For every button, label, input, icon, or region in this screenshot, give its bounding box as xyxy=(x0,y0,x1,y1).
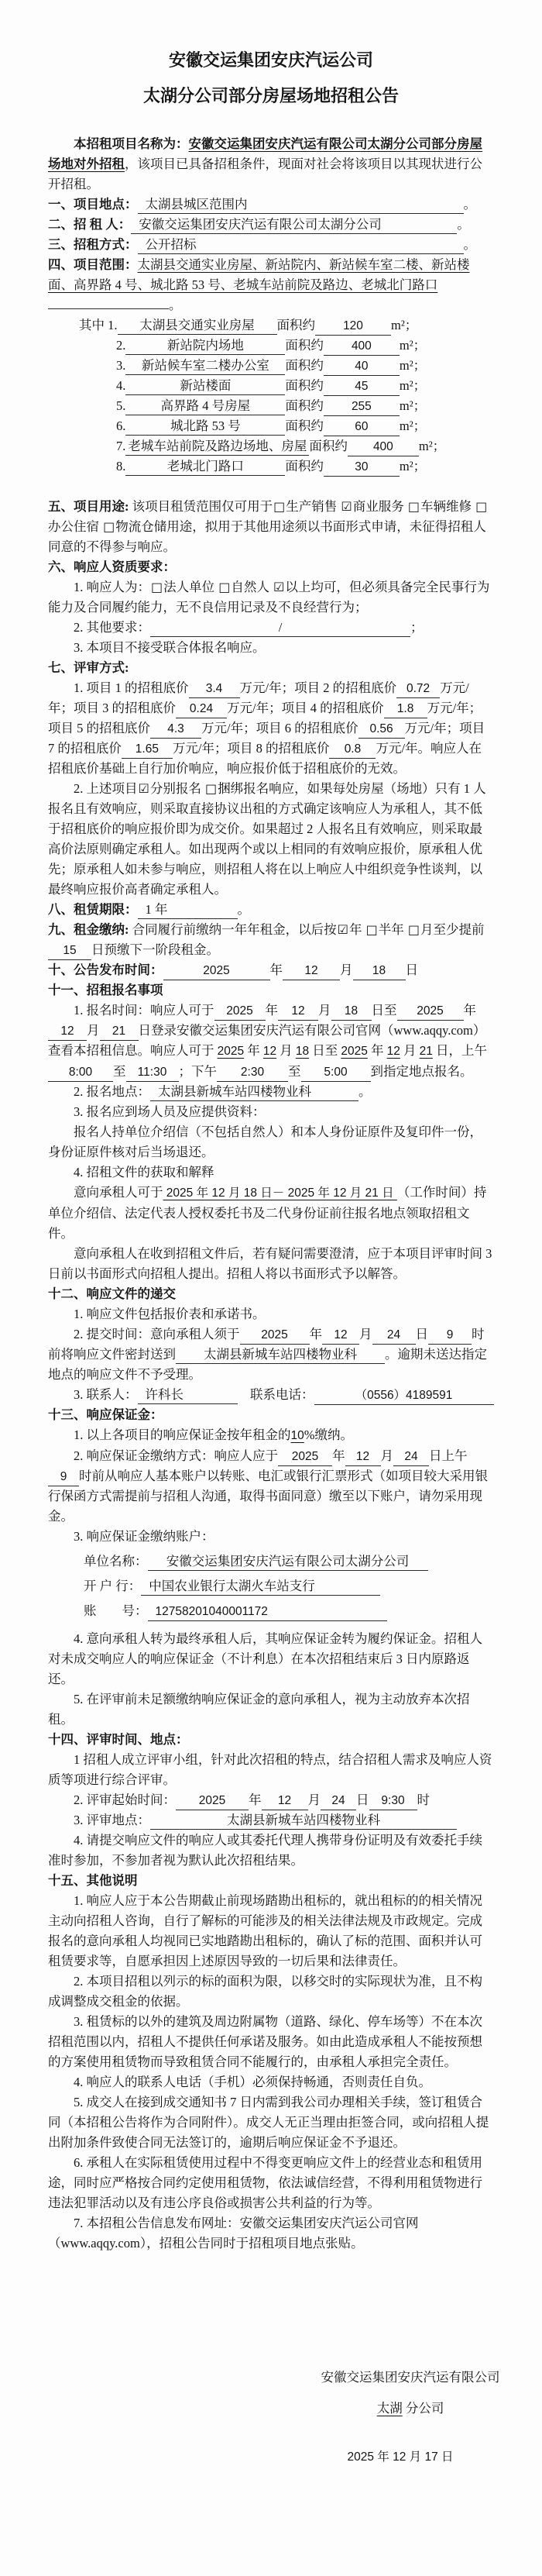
text-run: 1. 响应人应于本公告期截止前现场踏勘出租标的，就出租标的的相关情况主动向招租人咨询，自行了解标的可能涉及的相关法律法规及市政规定。完成报名的意向承租人均视同已实地踏勘出租标的，确认了标的范围、面积并认可租赁要求等，自愿承担因上述原因导致的一切后果和法律责任。 xyxy=(48,1893,482,1968)
text-run: 八、租赁期限： xyxy=(48,902,138,917)
text-run: 报名人持单位介绍信（不包括自然人）和本人身份证原件及复印件一份，身份证原件核对后当场退还。 xyxy=(48,1124,482,1159)
text-run: 月 xyxy=(307,1793,321,1807)
text-run: 3. xyxy=(116,358,126,373)
field-value: 15 xyxy=(48,942,91,960)
text-run: 七、评审方式: xyxy=(48,660,129,675)
text-run: 年 xyxy=(348,922,365,937)
section-15-item-1 xyxy=(48,1891,494,1972)
text-run: 3. 租赁标的以外的建筑及周边附属物（道路、绿化、停车场等）不在本次招租范围以内，招租人不提供任何承诺及服务。如由此造成承租人不能按预想的方案使用租赁物而导致租赁合同不能履行的，由承租人承担完全责任。 xyxy=(48,2014,482,2069)
text-run: m²； xyxy=(399,358,427,373)
text-run: 。 xyxy=(169,298,182,312)
text-run: 一、项目地点： xyxy=(48,197,138,212)
text-run: m²； xyxy=(399,338,427,353)
field-value: 24 xyxy=(321,1792,356,1810)
text-run: 意向承租人在收到招租文件后，若有疑问需要澄清，应于本项目评审时间 3 日前以书面形式向招租人提出。招租人将以书面形式予以解答。 xyxy=(48,1246,492,1281)
deposit-account-name xyxy=(48,1551,494,1572)
field-value: 12 xyxy=(283,962,340,980)
text-run: 4. 招租文件的获取和解释 xyxy=(74,1165,214,1180)
field-value: 中国农业银行太湖火车站支行 xyxy=(141,1577,380,1596)
field-value: 400 xyxy=(348,438,419,456)
text-run: 分公司 xyxy=(402,2401,444,2416)
field-value: 2025 xyxy=(214,1002,266,1021)
section-15-item-3 xyxy=(48,2012,494,2072)
text-run: 万元/年；项目 8 的招租底价 xyxy=(172,741,330,756)
text-run: 六、响应人资质要求： xyxy=(48,560,176,574)
text-run: 2. xyxy=(116,338,126,353)
intro-paragraph xyxy=(48,134,494,195)
field-value: 24 xyxy=(372,1326,416,1345)
section-13-item-3 xyxy=(48,1527,494,1547)
field-value: 12758201040001172 xyxy=(148,1603,387,1621)
section-7-item-1 xyxy=(48,678,494,779)
field-value: 太湖县交通实业房屋、新站院内、新站候车室二楼、新站楼面、高界路 4 号、城北路 53 号、老城车站前院及路边、老城北门路口 xyxy=(48,257,470,292)
section-8-term xyxy=(48,900,494,920)
field-value: 太湖 xyxy=(376,2401,403,2416)
field-value: 太湖县新城车站四楼物业科 xyxy=(150,1811,457,1830)
field-value: 2025 xyxy=(341,1045,368,1058)
field-value xyxy=(48,308,169,309)
checkbox-unchecked-icon: □ xyxy=(407,499,420,514)
text-run: 太湖分公司部分房屋场地招租公告 xyxy=(142,86,399,105)
text-run: 分别报名 xyxy=(149,781,204,796)
text-run: 3. 响应保证金缴纳账户： xyxy=(74,1529,214,1544)
text-run: 1 招租人成立评审小组，针对此次招租的特点，结合招租人需求及响应人资质等项进行综合评审。 xyxy=(48,1752,492,1787)
text-run: 月 xyxy=(400,1043,420,1058)
section-9-rent xyxy=(48,920,494,960)
text-run: 8. xyxy=(116,459,126,474)
section-14-item-1 xyxy=(48,1750,494,1790)
section-11-item-1 xyxy=(48,1000,494,1082)
field-value: 400 xyxy=(324,337,400,356)
text-run: 万元/年；项目 5 的招租底价 xyxy=(48,701,482,735)
checkbox-unchecked-icon: □ xyxy=(407,922,420,937)
text-run: 开 户 行： xyxy=(84,1579,142,1593)
text-run: 月至少提前 xyxy=(420,922,485,937)
text-run: 日至 xyxy=(309,1043,341,1058)
text-run: 意向承租人可于 xyxy=(74,1185,163,1200)
checkbox-unchecked-icon: □ xyxy=(204,781,218,796)
text-run: 2. 本项目招租以列示的标的面积为限，以移交时的实际现状为准，且不构成调整成交租金的依据。 xyxy=(48,1974,482,2009)
text-run: %缴纳。 xyxy=(304,1427,353,1442)
field-value: 5:00 xyxy=(301,1063,371,1082)
text-run: 万元/年；项目 6 的招租底价 xyxy=(201,721,358,735)
text-run: 本招租项目名称为： xyxy=(74,136,189,151)
text-run: 车辆维修 xyxy=(420,499,475,514)
field-value: 太湖县新城车站四楼物业科 xyxy=(176,1345,385,1364)
text-run: 面积约 xyxy=(285,459,324,474)
text-run: 半年 xyxy=(378,922,407,937)
field-value: 2025 xyxy=(217,1045,245,1058)
text-run: 1. 报名时间：响应人可于 xyxy=(74,1003,214,1018)
text-run: 年 xyxy=(367,1043,387,1058)
text-run: 物流仓储用途，拟用于其他用途须以书面形式申请，未征得招租人同意的不得参与响应。 xyxy=(48,519,486,554)
field-value: 12 xyxy=(278,1002,318,1021)
section-6-heading xyxy=(48,557,494,577)
field-value: 9 xyxy=(428,1326,472,1345)
section-13-item-5 xyxy=(48,1689,494,1730)
section-11-item-2 xyxy=(48,1082,494,1102)
field-value: 18 xyxy=(295,1045,310,1058)
field-value: 太湖县交通实业房屋 xyxy=(118,316,277,335)
section-15-item-4 xyxy=(48,2072,494,2092)
text-run: 3. 联系人： xyxy=(74,1387,138,1402)
section-6-item-3 xyxy=(48,638,494,658)
text-run: 面积约 xyxy=(309,439,348,453)
text-run: 年 xyxy=(265,1003,278,1018)
field-value: 0.8 xyxy=(329,740,376,759)
text-run: 十、公告发布时间： xyxy=(48,963,163,977)
field-value: 0.56 xyxy=(358,720,405,739)
text-run: 至 xyxy=(113,1064,126,1079)
text-run: 自然人 xyxy=(231,580,273,594)
section-4-scope xyxy=(48,255,494,315)
area-list-item-6 xyxy=(48,416,494,436)
text-run: 年 xyxy=(309,1327,322,1341)
field-value: 2025 xyxy=(397,1002,464,1021)
text-run: 日上午 xyxy=(429,1448,468,1463)
text-run: 2025 年 12 月 17 日 xyxy=(347,2450,454,2464)
section-14-item-2 xyxy=(48,1790,494,1810)
text-run: 年 xyxy=(244,1043,263,1058)
section-2-lessor xyxy=(48,215,494,235)
text-run: 九、租金缴纳: xyxy=(48,922,129,937)
text-run: 三、招租方式： xyxy=(48,237,138,252)
area-list-item-1 xyxy=(48,315,494,336)
text-run: 以上均可，但必须具备完全民事行为能力及合同履约能力，无不良信用记录及不良经营行为； xyxy=(48,580,490,615)
text-run: 面积约 xyxy=(285,398,324,413)
text-run: （工作时间）持单位介绍信、法定代表人授权委托书及二代身份证前往报名地点领取招租文件。 xyxy=(48,1185,487,1241)
checkbox-checked-icon: ☑ xyxy=(138,781,149,796)
text-run: 。 xyxy=(463,197,476,212)
field-value: 太湖县新城车站四楼物业科 xyxy=(150,1083,358,1101)
text-run: 月 xyxy=(359,1327,372,1341)
text-run: m²； xyxy=(399,418,427,433)
text-run: 万元/年；项目 2 的招租底价 xyxy=(239,680,397,695)
text-run: 合同履行前缴纳一年年租金，以后按 xyxy=(129,922,337,937)
field-value: 40 xyxy=(324,357,400,376)
section-12-item-3 xyxy=(48,1385,494,1405)
field-value: 2:30 xyxy=(217,1063,288,1082)
text-run: 4. 意向承租人转为最终承租人后，其响应保证金转为履约保证金。招租人对未成交响应人的响应保证金（不计利息）在本次招租结束后 3 日内原路返还。 xyxy=(48,1631,482,1686)
text-run: ，该项目已具备招租条件，现面对社会将该项目以其现状进行公开招租。 xyxy=(48,157,482,191)
text-run: 时前将响应文件密封送到 xyxy=(48,1327,485,1362)
section-11-item-4-detail-1 xyxy=(48,1183,494,1244)
spacer xyxy=(48,477,494,497)
section-11-item-4-detail-2 xyxy=(48,1244,494,1284)
field-value: 120 xyxy=(315,317,391,336)
text-run: 安徽交运集团安庆汽运有限公司 xyxy=(321,2370,500,2385)
text-run: 万元/年；项目 3 的招租底价 xyxy=(48,680,469,715)
text-run: 到指定地点报名。 xyxy=(370,1064,473,1079)
text-run: 4. 请提交响应文件的响应人或其委托代理人携带身份证明及有效委托手续准时参加，不参加者视为默认此次招租结果。 xyxy=(48,1833,482,1868)
area-list-item-7 xyxy=(48,436,494,456)
signature-date xyxy=(277,2441,523,2473)
signature-line xyxy=(277,2393,542,2424)
text-run: 法人单位 xyxy=(163,580,218,594)
text-run: 2. 提交时间：意向承租人须于 xyxy=(74,1327,240,1341)
field-value: 12 xyxy=(262,1792,308,1810)
field-value: 0.24 xyxy=(176,700,227,718)
text-run: 十四、评审时间、地点： xyxy=(48,1732,189,1747)
text-run: 单位名称： xyxy=(84,1554,148,1569)
text-run: 办公住宿 xyxy=(48,519,103,534)
section-6-item-1 xyxy=(48,577,494,618)
area-list-item-4 xyxy=(48,376,494,396)
field-value: 安徽交运集团安庆汽运有限公司太湖分公司 xyxy=(131,215,457,234)
text-run: 3. 报名应到场人员及应提供资料： xyxy=(74,1104,266,1119)
area-list-item-2 xyxy=(48,336,494,356)
text-run: m²； xyxy=(399,398,427,413)
field-value: 1 年 xyxy=(138,901,238,919)
section-6-item-2 xyxy=(48,618,494,638)
section-11-item-3 xyxy=(48,1102,494,1122)
text-run: 。 xyxy=(237,902,250,917)
field-value: 9 xyxy=(48,1468,79,1486)
text-run: 生产销售 xyxy=(286,499,341,514)
field-value: 4.3 xyxy=(150,720,201,739)
text-run: 日 xyxy=(356,1793,369,1807)
field-value: 新站候车室二楼办公室 xyxy=(125,356,285,375)
signature-block xyxy=(277,2362,542,2473)
text-run: 联系电话： xyxy=(237,1387,314,1402)
text-run: 十三、响应保证金： xyxy=(48,1407,163,1422)
text-run: 日预缴下一阶段租金。 xyxy=(91,942,219,957)
section-12-heading xyxy=(48,1284,494,1304)
field-value: 21 xyxy=(100,1022,139,1041)
section-3-method xyxy=(48,235,494,255)
text-run: 6. 承租人在实际租赁使用过程中不得变更响应文件上的经营业态和租赁用途，同时应严格按合同约定使用租赁物，依法诚信经营，不得利用租赁物进行违法犯罪活动以及有违公序良俗或损害公共利益的行为等。 xyxy=(48,2155,482,2210)
text-run: 月 xyxy=(318,1003,331,1018)
checkbox-checked-icon: ☑ xyxy=(337,922,348,937)
field-value: 60 xyxy=(324,418,400,436)
text-run: 年 xyxy=(249,1793,262,1807)
section-14-heading xyxy=(48,1730,494,1750)
text-run: 5. 在评审前未足额缴纳响应保证金的意向承租人，视为主动放弃本次招租。 xyxy=(48,1692,470,1727)
text-run: 面积约 xyxy=(285,338,324,353)
checkbox-unchecked-icon: □ xyxy=(273,499,286,514)
text-run: m²； xyxy=(399,459,427,474)
text-run: 年 xyxy=(269,963,283,977)
text-run: 1. 以上各项目的响应保证金按年租金的 xyxy=(74,1427,291,1442)
field-value: 30 xyxy=(324,458,400,477)
doc-title-line-2 xyxy=(48,78,494,114)
section-12-item-2 xyxy=(48,1324,494,1385)
text-run: 二、招 租 人： xyxy=(48,217,132,232)
field-value: 新站楼面 xyxy=(125,377,285,395)
section-12-item-1 xyxy=(48,1304,494,1324)
section-15-item-2 xyxy=(48,1972,494,2012)
text-run: 5. xyxy=(116,398,126,413)
text-run: 2. 报名地点： xyxy=(74,1084,150,1099)
text-run: 1. 项目 1 的招租底价 xyxy=(74,680,189,695)
text-run: 2. 上述项目 xyxy=(74,781,138,796)
text-run: 日，上午 xyxy=(432,1043,487,1058)
field-value: 11:30 xyxy=(126,1063,179,1082)
text-run: 4. xyxy=(116,378,126,393)
text-run: 月 xyxy=(276,1043,296,1058)
field-value: 许科长 xyxy=(138,1386,238,1404)
text-run: 面积约 xyxy=(285,378,324,393)
field-value: 2025 xyxy=(163,962,270,980)
text-run: 其中 1. xyxy=(79,318,118,332)
field-value: 10 xyxy=(290,1429,304,1442)
section-11-item-4 xyxy=(48,1162,494,1183)
text-run: 2. 评审起始时间： xyxy=(74,1793,176,1807)
field-value: 新站院内场地 xyxy=(125,336,285,355)
text-run: 十五、其他说明 xyxy=(48,1873,138,1888)
field-value: 0.72 xyxy=(396,680,440,698)
section-11-heading xyxy=(48,980,494,1000)
field-value: / xyxy=(150,618,410,637)
section-13-item-2 xyxy=(48,1446,494,1527)
text-run: m²； xyxy=(418,439,446,453)
text-run: 7. xyxy=(116,439,126,453)
text-run: 。 xyxy=(463,237,476,252)
text-run: 。 xyxy=(457,217,470,232)
text-run: 四、项目范围： xyxy=(48,257,138,272)
checkbox-unchecked-icon: □ xyxy=(475,499,488,514)
text-run: 月 xyxy=(380,1448,393,1463)
text-run: 日至 xyxy=(371,1003,397,1018)
text-run: 2. 其他要求： xyxy=(74,620,150,635)
checkbox-checked-icon: ☑ xyxy=(273,580,285,594)
section-15-item-7 xyxy=(48,2213,494,2254)
text-run: 万元/年；项目 7 的招租底价 xyxy=(48,721,485,756)
field-value: 安徽交运集团安庆汽运有限公司太湖分公司部分房屋场地对外招租 xyxy=(48,136,482,171)
text-run: 年 xyxy=(332,1448,345,1463)
checkbox-unchecked-icon: □ xyxy=(365,922,378,937)
text-run: 面积约 xyxy=(285,418,324,433)
field-value: 高界路 4 号房屋 xyxy=(125,397,285,415)
field-value: 3.4 xyxy=(189,680,240,698)
area-list-item-8 xyxy=(48,456,494,477)
deposit-account-number xyxy=(48,1601,494,1621)
text-run: 月 xyxy=(340,963,353,977)
field-value: 12 xyxy=(48,1022,87,1041)
section-15-heading xyxy=(48,1871,494,1891)
text-run: 面积约 xyxy=(285,358,324,373)
checkbox-unchecked-icon: □ xyxy=(103,519,115,534)
field-value: 12 xyxy=(322,1326,359,1345)
section-15-item-5 xyxy=(48,2092,494,2153)
section-5-usage xyxy=(48,497,494,557)
text-run: 月 xyxy=(87,1023,100,1038)
text-run: 日登录安徽交运集团安庆汽运有限公司官网（www.aqqy.com）查看本招租信息。响应人可于 xyxy=(48,1023,486,1058)
field-value: 1.65 xyxy=(122,740,173,759)
text-run: 。逾期未送达指定地点的响应文件不予受理。 xyxy=(48,1347,487,1382)
field-value: 2025 xyxy=(240,1326,310,1345)
text-run: 日 xyxy=(415,1327,428,1341)
text-run: 年 xyxy=(463,1003,476,1018)
text-run: 万元/年。响应人在招租底价基础上自行加价响应，响应报价低于招租底价的无效。 xyxy=(48,741,482,776)
section-10-publish-date xyxy=(48,960,494,980)
signature-line xyxy=(277,2362,542,2393)
text-run: 日 xyxy=(405,963,418,977)
text-run: 3. 本项目不接受联合体报名响应。 xyxy=(74,640,266,655)
section-13-item-1 xyxy=(48,1425,494,1446)
text-run: 4. 响应人的联系人电话（手机）必须保持畅通，否则责任自负。 xyxy=(74,2075,431,2089)
text-run: 安徽交运集团安庆汽运公司 xyxy=(168,50,373,70)
text-run: 1. 响应文件包括报价表和承诺书。 xyxy=(74,1307,266,1321)
field-value: 18 xyxy=(353,962,406,980)
text-run: 账 号： xyxy=(84,1603,148,1618)
text-run: m²； xyxy=(391,318,418,332)
text-run: 时 xyxy=(417,1793,430,1807)
section-14-item-3 xyxy=(48,1810,494,1830)
section-14-item-4 xyxy=(48,1830,494,1871)
text-run: ；下午 xyxy=(178,1064,217,1079)
deposit-account-bank xyxy=(48,1576,494,1596)
field-value: 18 xyxy=(331,1002,372,1021)
field-value: 太湖县城区范围内 xyxy=(138,195,464,214)
text-run: 万元/年；项目 4 的招租底价 xyxy=(227,701,384,715)
field-value: 45 xyxy=(324,377,400,396)
doc-title-line-1 xyxy=(48,43,494,78)
text-run: 该项目租赁范围仅可用于 xyxy=(129,499,273,514)
field-value: 老城北门路口 xyxy=(125,457,285,476)
section-1-location xyxy=(48,195,494,215)
area-list-item-5 xyxy=(48,396,494,416)
text-run: 捆绑报名响应，如果每处房屋（场地）只有 1 人报名且有效响应，则采取直接协议出租的方式确定该响应人为承租人，其不低于招租底价的响应报价即为成交价。如果超过 2 人报名且有效响应，则采取最高价法原则确定承租人。如出现两个或以上相同的有效响应报价，原承租人优先；原承租人如未参与响应，则招租人将在以上响应人中组织竞争性谈判，以最终响应报价高者确定承租人。 xyxy=(48,781,486,897)
text-run: 时前从响应人基本账户以转账、电汇或银行汇票形式（如项目较大采用银行保函方式需提前与招租人沟通，取得书面同意）缴至以下账户，请勿采用现金。 xyxy=(48,1469,488,1524)
text-run: 面积约 xyxy=(276,318,315,332)
text-run: 1. 响应人为： xyxy=(74,580,150,594)
field-value: 12 xyxy=(262,1045,277,1058)
section-7-heading xyxy=(48,658,494,678)
field-value: 8:00 xyxy=(48,1063,113,1082)
text-run: 5. 成交人在接到成交通知书 7 日内需到我公司办理相关手续，签订租赁合同（本招租公告将作为合同附件）。成交人无正当理由拒签合同，或向招租人提出附加条件致使合同无法签订的，逾期后响应保证金不予退还。 xyxy=(48,2095,489,2150)
text-run: 十一、招租报名事项 xyxy=(48,983,163,997)
field-value: 9:30 xyxy=(369,1792,417,1810)
field-value: 2025 年 12 月 18 日－ 2025 年 12 月 21 日 xyxy=(163,1186,397,1200)
field-value: 1.8 xyxy=(384,700,427,718)
field-value: 公开招标 xyxy=(138,236,464,254)
checkbox-unchecked-icon: □ xyxy=(151,580,163,594)
text-run: 6. xyxy=(116,418,126,433)
field-value: 12 xyxy=(386,1045,400,1058)
section-11-item-3-detail xyxy=(48,1122,494,1162)
text-run: 。 xyxy=(358,1084,372,1099)
text-run: m²； xyxy=(399,378,427,393)
checkbox-unchecked-icon: □ xyxy=(218,580,231,594)
field-value: 21 xyxy=(419,1045,433,1058)
field-value: 255 xyxy=(324,398,400,416)
text-run: 十二、响应文件的递交 xyxy=(48,1286,176,1301)
area-list-item-3 xyxy=(48,356,494,376)
field-value: 24 xyxy=(393,1448,429,1466)
field-value: 2025 xyxy=(278,1448,332,1466)
section-7-item-2 xyxy=(48,779,494,900)
field-value: 2025 xyxy=(176,1792,249,1810)
field-value: 城北路 53 号 xyxy=(125,417,285,436)
section-15-item-6 xyxy=(48,2153,494,2213)
field-value: 安徽交运集团安庆汽运有限公司太湖分公司 xyxy=(148,1552,428,1571)
section-13-heading xyxy=(48,1405,494,1425)
text-run: 7. 本招租公告信息发布网址：安徽交运集团安庆汽运公司官网（www.aqqy.com），招租公告同时于招租项目地点张贴。 xyxy=(48,2216,419,2251)
text-run: 至 xyxy=(288,1064,301,1079)
field-value: 老城车站前院及路边场地、房屋 xyxy=(125,437,309,456)
text-run: 五、项目用途: xyxy=(48,499,129,514)
field-value: （0556）4189591 xyxy=(314,1386,494,1405)
text-run: ； xyxy=(410,620,424,635)
text-run: 商业服务 xyxy=(352,499,407,514)
text-run: 2. 响应保证金缴纳方式：响应人应于 xyxy=(74,1448,278,1463)
checkbox-checked-icon: ☑ xyxy=(341,499,352,514)
section-13-item-4 xyxy=(48,1629,494,1689)
text-run: 3. 评审地点： xyxy=(74,1813,150,1827)
field-value: 12 xyxy=(345,1448,381,1466)
